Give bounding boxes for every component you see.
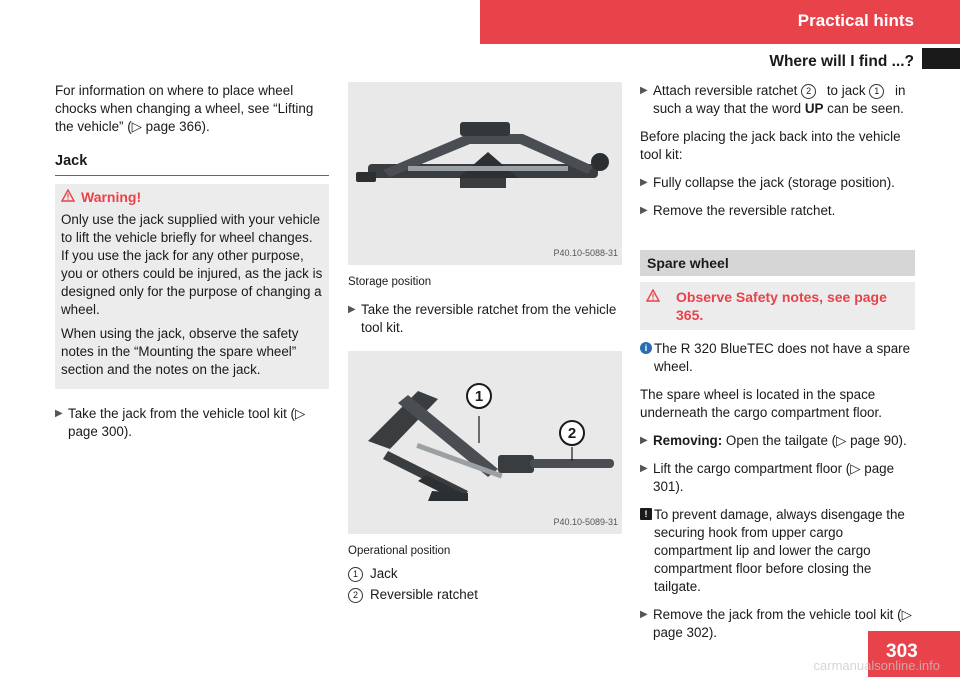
warning-triangle-icon (61, 188, 81, 206)
jack-storage-illustration (348, 82, 622, 265)
figure-code: P40.10-5089-31 (553, 517, 618, 527)
warning-heading (61, 188, 323, 206)
legend-item-jack (348, 565, 622, 583)
info-icon: i (640, 342, 652, 354)
step-text: Remove the reversible ratchet. (653, 203, 836, 218)
spare-warning-box (640, 282, 915, 330)
step-text: Lift the cargo compartment floor (▷ page 301). (653, 461, 895, 494)
figure-caption-storage: Storage position (348, 276, 432, 288)
spare-wheel-heading: Spare wheel (640, 250, 915, 276)
legend-number: 1 (348, 567, 363, 582)
legend-item-ratchet (348, 586, 622, 604)
warning-triangle-icon (646, 288, 666, 306)
section-title: Practical hints (797, 11, 914, 30)
jack-heading: Jack (55, 152, 329, 176)
step-arrow-icon: ▶ (640, 463, 648, 474)
step-removing (640, 432, 915, 450)
step-arrow-icon: ▶ (640, 609, 648, 620)
step-lift-floor (640, 460, 915, 496)
step-collapse-jack (640, 174, 915, 192)
step-text: in such a way that the word (653, 83, 906, 116)
info-note (640, 340, 915, 376)
info-note-text: The R 320 BlueTEC does not have a spare wheel. (654, 341, 911, 374)
step-attach-ratchet (640, 82, 915, 118)
spare-warning-text: Observe Safety notes, see page 365. (676, 289, 887, 323)
jack-operational-illustration (348, 351, 622, 534)
ref-number: 1 (869, 84, 884, 99)
caution-note (640, 506, 915, 596)
figure-storage-position (348, 82, 622, 265)
exclamation-icon: ! (640, 508, 652, 520)
legend-label: Jack (370, 566, 398, 581)
step-arrow-icon: ▶ (348, 304, 356, 315)
warning-title: Warning! (81, 189, 142, 205)
step-text: Fully collapse the jack (storage position). (653, 175, 895, 190)
up-label: UP (804, 101, 824, 116)
step-take-jack (55, 405, 329, 441)
warning-box (55, 184, 329, 389)
warning-paragraph-1: Only use the jack supplied with your vehicle to lift the vehicle briefly for wheel changes. If you use the jack for any other purpose, you or others could be injured, as the jack is designed only for the purpose of changing a wheel. (61, 212, 323, 317)
removing-label: Removing: (653, 433, 723, 448)
step-text: Attach reversible ratchet (653, 83, 802, 98)
step-arrow-icon: ▶ (640, 435, 648, 446)
step-arrow-icon: ▶ (55, 408, 63, 419)
column-left (55, 82, 329, 451)
step-remove-ratchet (640, 202, 915, 220)
step-arrow-icon: ▶ (640, 85, 648, 96)
figure-operational-position (348, 351, 622, 534)
section-tab (480, 0, 960, 44)
column-middle (348, 82, 622, 607)
chapter-title: Where will I find ...? (769, 53, 914, 70)
figure-code: P40.10-5088-31 (553, 248, 618, 258)
step-arrow-icon: ▶ (640, 205, 648, 216)
caution-note-text: To prevent damage, always disengage the securing hook from upper cargo compartment lip and lower the cargo compartment floor before closing the tailgate. (654, 507, 905, 594)
legend-label: Reversible ratchet (370, 587, 478, 602)
step-text: can be seen. (823, 101, 904, 116)
spare-location-text: The spare wheel is located in the space underneath the cargo compartment floor. (640, 387, 882, 420)
step-text: Take the reversible ratchet from the vehicle tool kit. (361, 302, 617, 335)
step-text: to jack (823, 83, 870, 98)
step-text: Open the tailgate (▷ page 90). (722, 433, 907, 448)
legend-number: 2 (348, 588, 363, 603)
step-take-ratchet (348, 301, 622, 337)
step-arrow-icon: ▶ (640, 177, 648, 188)
ref-number: 2 (801, 84, 816, 99)
column-right (640, 82, 915, 652)
callout-1: 1 (474, 388, 484, 405)
chapter-marker (922, 48, 960, 69)
step-text: Take the jack from the vehicle tool kit (▷ page 300). (68, 406, 306, 439)
step-text: Remove the jack from the vehicle tool kit (▷ page 302). (653, 607, 912, 640)
figure-caption-operational: Operational position (348, 545, 451, 557)
watermark: carmanualsonline.info (813, 658, 940, 673)
intro-text: For information on where to place wheel chocks when changing a wheel, see “Lifting the vehicle” (▷ page 366). (55, 83, 314, 134)
page-number: 303 (886, 641, 918, 662)
before-placing-text: Before placing the jack back into the vehicle tool kit: (640, 129, 901, 162)
warning-paragraph-2: When using the jack, observe the safety notes in the “Mounting the spare wheel” section and the notes on the jack. (61, 326, 299, 377)
callout-2: 2 (567, 425, 577, 442)
